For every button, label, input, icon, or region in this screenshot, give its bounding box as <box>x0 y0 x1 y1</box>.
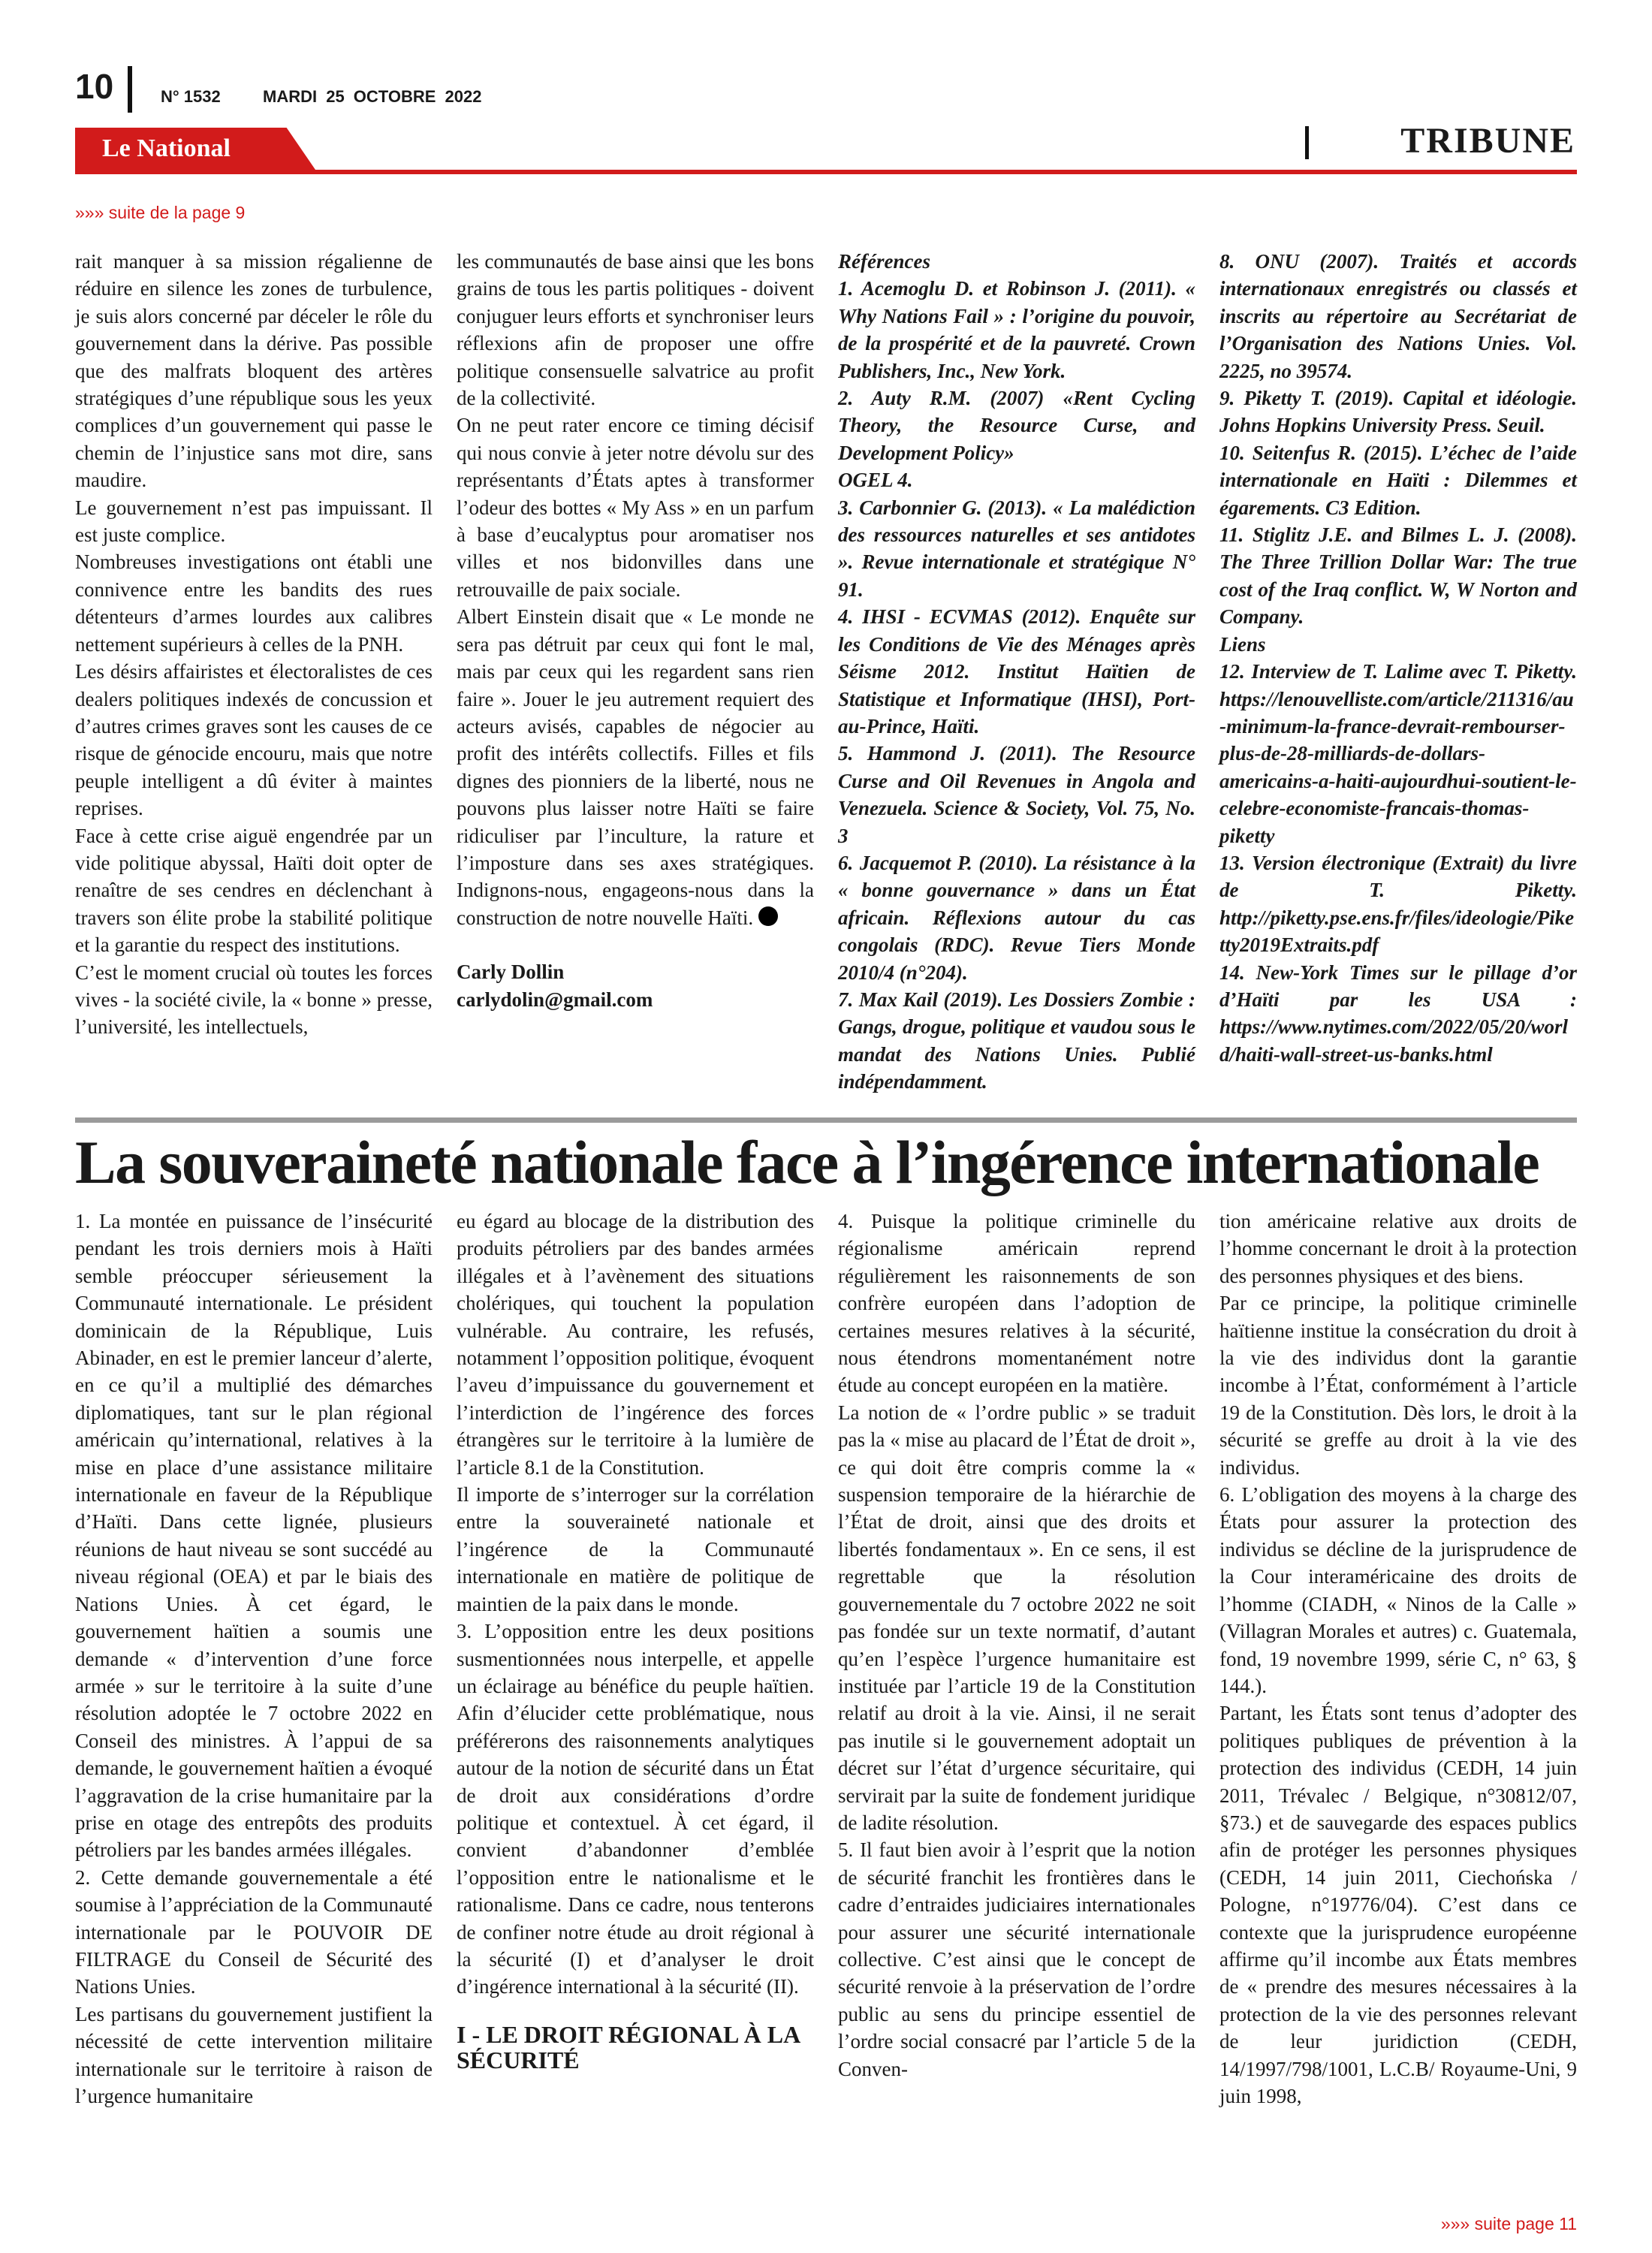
reference-item: 2. Auty R.M. (2007) «Rent Cycling Theory, the Resource Curse, and Development Policy» <box>838 387 1195 464</box>
reference-item: OGEL 4. <box>838 469 913 492</box>
paragraph: Partant, les États sont tenus d’adopter des politiques publiques de prévention à la protection des individus (CEDH, 14 juin 2011, Trévalec / Belgique, n°30812/07, §73.) et de sauvegarde des espaces publics afin de protéger les personnes physiques (CEDH, 14 juin 2011, Ciechońska / Pologne, n°19776/04). C’est dans ce contexte que la jurisprudence européenne affirme qu’il incombe aux États membres de « prendre des mesures nécessaires à la protection de la vie des personnes relevant de leur juridiction (CEDH, 14/1997/798/1001, L.C.B/ Royaume-Uni, 9 juin 1998, <box>1219 1702 1577 2107</box>
reference-link[interactable]: 13. Version électronique (Extrait) du livre de T. Piketty. http://piketty.pse.ens.fr/files/ideologie/Piketty2019Extraits.pdf <box>1219 851 1577 957</box>
paragraph: 3. L’opposition entre les deux positions susmentionnées nous interpelle, et appelle un éclairage au bénéfice du peuple haïtien. Afin d’élucider cette problématique, nous préférerons des raisonnements analytiques autour de la notion de sécurité dans un État de droit aux considérations d’ordre politique et contextuel. À cet égard, il convient d’abandonner d’emblée l’opposition entre le nationalisme et le rationalisme. Dans ce cadre, nous tenterons de confiner notre étude au droit régional à la sécurité (I) et d’analyser le droit d’ingérence international à la sécurité (II). <box>457 1620 814 1998</box>
paragraph: On ne peut rater encore ce timing décisif qui nous convie à jeter notre dévolu sur des représentants d’États aptes à transformer l’odeur des bottes « My Ass » en un parfum à base d’eucalyptus pour aromatiser nos villes et nos bidonvilles dans une retrouvaille de paix sociale. <box>457 414 814 601</box>
paragraph: 2. Cette demande gouvernementale a été soumise à l’appréciation de la Communauté internationale par le POUVOIR DE FILTRAGE du Conseil de Sécurité des Nations Unies. <box>75 1865 433 1998</box>
page-number: 10 <box>75 67 114 106</box>
author-email: carlydolin@gmail.com <box>457 988 653 1011</box>
main-article-column-1 <box>75 1208 433 2110</box>
reference-item: 5. Hammond J. (2011). The Resource Curse and Oil Revenues in Angola and Venezuela. Science & Society, Vol. 75, No. 3 <box>838 742 1195 847</box>
reference-item: 10. Seitenfus R. (2015). L’échec de l’aide internationale en Haïti : Dilemmes et égarements. C3 Edition. <box>1219 441 1577 519</box>
main-article-column-2 <box>457 1208 814 2073</box>
section-title: TRIBUNE <box>1400 121 1575 161</box>
author-name: Carly Dollin <box>457 961 565 984</box>
continued-to-link[interactable]: »»» suite page 11 <box>1440 2214 1577 2233</box>
paragraph: Face à cette crise aiguë engendrée par un vide politique abyssal, Haïti doit opter de renaître de ses cendres en déclenchant à travers son élite probe la stabilité politique et la garantie du respect des institutions. <box>75 824 433 957</box>
references-heading: Références <box>838 250 930 273</box>
paragraph: Nombreuses investigations ont établi une connivence entre les bandits des rues détenteurs d’armes lourdes aux calibres nettement supérieurs à celles de la PNH. <box>75 550 433 656</box>
paragraph: Les partisans du gouvernement justifient la nécessité de cette intervention militaire internationale sur le territoire à raison de l’urgence humanitaire <box>75 2002 433 2107</box>
header-rule <box>75 170 1577 174</box>
continued-from-link[interactable]: »»» suite de la page 9 <box>75 203 246 222</box>
paragraph: C’est le moment crucial où toutes les forces vives - la société civile, la « bonne » presse, l’université, les intellectuels, <box>75 961 433 1039</box>
top-article-column-1 <box>75 248 433 1041</box>
paragraph: les communautés de base ainsi que les bons grains de tous les partis politiques - doivent conjuguer leurs efforts et synchroniser leurs réflexions afin de proposer une offre politique consensuelle salvatrice au profit de la collectivité. <box>457 250 814 410</box>
reference-link[interactable]: 12. Interview de T. Lalime avec T. Piketty. https://lenouvelliste.com/article/211316/au-minimum-la-france-devrait-rembourser-plus-de-28-milliards-de-dollars-americains-a-haiti-aujourdhui-soutient-le-celebre-economiste-francais-thomas-piketty <box>1219 660 1577 847</box>
paragraph: 4. Puisque la politique criminelle du régionalisme américain reprend régulièrement les raisonnements de son confrère européen dans l’adoption de certaines mesures relatives à la sécurité, nous étendrons momentanément notre étude au concept européen en la matière. <box>838 1210 1195 1397</box>
reference-item: 8. ONU (2007). Traités et accords internationaux enregistrés ou classés et inscrits au répertoire au Secrétariat de l’Organisation des Nations Unies. Vol. 2225, no 39574. <box>1219 250 1577 382</box>
references-column-2 <box>1219 248 1577 1068</box>
reference-item: 9. Piketty T. (2019). Capital et idéologie. Johns Hopkins University Press. Seuil. <box>1219 387 1577 437</box>
paragraph: Le gouvernement n’est pas impuissant. Il est juste complice. <box>75 496 433 547</box>
article-divider <box>75 1117 1577 1123</box>
top-article-column-2 <box>457 248 814 1013</box>
brand-logo-text: Le National <box>102 134 231 162</box>
reference-link[interactable]: 14. New-York Times sur le pillage d’or d’Haïti par les USA : https://www.nytimes.com/2022/05/20/world/haiti-wall-street-us-banks.html <box>1219 961 1577 1066</box>
paragraph: Par ce principe, la politique criminelle haïtienne institue la consécration du droit à la vie des individus dont la garantie incombe à l’État, conformément à l’article 19 de la Constitution. Dès lors, le droit à la sécurité se greffe au droit à la vie des individus. <box>1219 1292 1577 1479</box>
reference-item: 4. IHSI - ECVMAS (2012). Enquête sur les Conditions de Vie des Ménages après Séisme 2012. Institut Haïtien de Statistique et Informatique (IHSI), Port-au-Prince, Haïti. <box>838 605 1195 737</box>
header-divider <box>128 66 132 113</box>
main-article-column-3 <box>838 1208 1195 2083</box>
section-subheading: I - LE DROIT RÉGIONAL À LA SÉCURITÉ <box>457 2020 800 2074</box>
reference-item: 6. Jacquemot P. (2010). La résistance à la « bonne gouvernance » dans un État africain. Réflexions autour du cas congolais (RDC). Revue Tiers Monde 2010/4 (n°204). <box>838 851 1195 984</box>
paragraph: rait manquer à sa mission régalienne de réduire en silence les zones de turbulence, je suis alors concerné par déceler le rôle du gouvernement dans la dérive. Pas possible que des malfrats bloquent des artères stratégiques d’une république sous les yeux complices d’un gouvernement qui passe le chemin de l’injustice sans mot dire, sans maudire. <box>75 250 433 492</box>
reference-item: 11. Stiglitz J.E. and Bilmes L. J. (2008). The Three Trillion Dollar War: The true cost of the Iraq conflict. W, W Norton and Company. <box>1219 523 1577 629</box>
issue-number: N° 1532 <box>161 87 221 106</box>
paragraph: eu égard au blocage de la distribution des produits pétroliers par des bandes armées illégales et à l’avènement des situations cholériques, qui touchent la population vulnérable. Au contraire, les refusés, notamment l’opposition politique, évoquent l’aveu d’impuissance du gouvernement et l’interdiction de l’ingérence des forces étrangères sur le territoire à la lumière de l’article 8.1 de la Constitution. <box>457 1210 814 1479</box>
reference-item: 3. Carbonnier G. (2013). « La malédiction des ressources naturelles et ses antidotes ». Revue internationale et stratégique N° 91. <box>838 496 1195 601</box>
paragraph: 6. L’obligation des moyens à la charge des États pour assurer la protection des individus se décline de la jurisprudence de la Cour interaméricaine des droits de l’homme (CIADH, « Ninos de la Calle » (Villagran Morales et autres) c. Guatemala, fond, 19 novembre 1999, série C, n° 63, § 144.). <box>1219 1483 1577 1697</box>
end-of-article-icon <box>758 906 778 926</box>
reference-item: 7. Max Kail (2019). Les Dossiers Zombie : Gangs, drogue, politique et vaudou sous le mandat des Nations Unies. Publié indépendamment. <box>838 988 1195 1093</box>
issue-date: MARDI 25 OCTOBRE 2022 <box>263 87 482 106</box>
main-article-column-4 <box>1219 1208 1577 2110</box>
references-column-1 <box>838 248 1195 1096</box>
paragraph: 5. Il faut bien avoir à l’esprit que la notion de sécurité franchit les frontières dans le cadre d’entraides judiciaires internationales pour assurer une sécurité internationale collective. C’est ainsi que le concept de sécurité renvoie à la préservation de l’ordre public au sens du principe essentiel de l’ordre social consacré par l’article 5 de la Conven- <box>838 1838 1195 2080</box>
reference-item: 1. Acemoglu D. et Robinson J. (2011). « Why Nations Fail » : l’origine du pouvoir, de la prospérité et de la pauvreté. Crown Publishers, Inc., New York. <box>838 277 1195 382</box>
paragraph: tion américaine relative aux droits de l’homme concernant le droit à la protection des personnes physiques et des biens. <box>1219 1210 1577 1287</box>
section-divider <box>1305 126 1309 159</box>
paragraph: 1. La montée en puissance de l’insécurité pendant les trois derniers mois à Haïti semble préoccuper sérieusement la Communauté internationale. Le président dominicain de la République, Luis Abinader, en est le premier lanceur d’alerte, en ce qu’il a multiplié des démarches diplomatiques, tant sur le plan régional américain qu’international, relatives à la mise en place d’une assistance militaire internationale en faveur de la République d’Haïti. Dans cette lignée, plusieurs réunions de haut niveau se sont succédé au niveau régional (OEA) et par le biais des Nations Unies. À cet égard, le gouvernement haïtien a soumis une demande « d’intervention d’une force armée » sur le territoire à la suite d’une résolution adoptée le 7 octobre 2022 en Conseil des ministres. À l’appui de sa demande, le gouvernement haïtien a évoqué l’aggravation de la crise humanitaire par la prise en otage des entrepôts des produits pétroliers par les bandes armées illégales. <box>75 1210 433 1862</box>
paragraph: La notion de « l’ordre public » se traduit pas la « mise au placard de l’État de droit », ce qui doit être compris comme la « suspension temporaire de la hiérarchie de l’État de droit, ainsi que des droits et libertés fondamentaux ». En ce sens, il est regrettable que la résolution gouvernementale du 7 octobre 2022 ne soit pas fondée sur un texte normatif, d’autant qu’en l’espèce l’urgence humanitaire est instituée par l’article 19 de la Constitution relatif au droit à la vie. Ainsi, il ne serait pas inutile si le gouvernement adoptait un décret sur l’état d’urgence sécuritaire, qui servirait par la suite de fondement juridique de ladite résolution. <box>838 1401 1195 1834</box>
links-heading: Liens <box>1219 632 1266 656</box>
paragraph-text: Albert Einstein disait que « Le monde ne sera pas détruit par ceux qui font le mal, mais par ceux qui les regardent sans rien faire ». Jouer le jeu autrement requiert des acteurs avisés, capables de négocier au profit des intérêts collectifs. Filles et fils dignes des pionniers de la liberté, nous ne pouvons plus laisser notre Haïti se faire ridiculiser par l’inculture, la rature et l’imposture dans ses axes stratégiques. Indignons-nous, engageons-nous dans la construction de notre nouvelle Haïti. <box>457 605 814 929</box>
paragraph <box>457 603 814 931</box>
paragraph: Les désirs affairistes et électoralistes de ces dealers politiques indexés de concussion et d’autres crimes graves sont les causes de ce risque de génocide encouru, mais que notre peuple intelligent a dû éviter à maintes reprises. <box>75 660 433 820</box>
article-headline: La souveraineté nationale face à l’ingérence internationale <box>75 1128 1539 1196</box>
paragraph: Il importe de s’interroger sur la corrélation entre la souveraineté nationale et l’ingérence de la Communauté internationale en matière de politique de maintien de la paix dans le monde. <box>457 1483 814 1615</box>
